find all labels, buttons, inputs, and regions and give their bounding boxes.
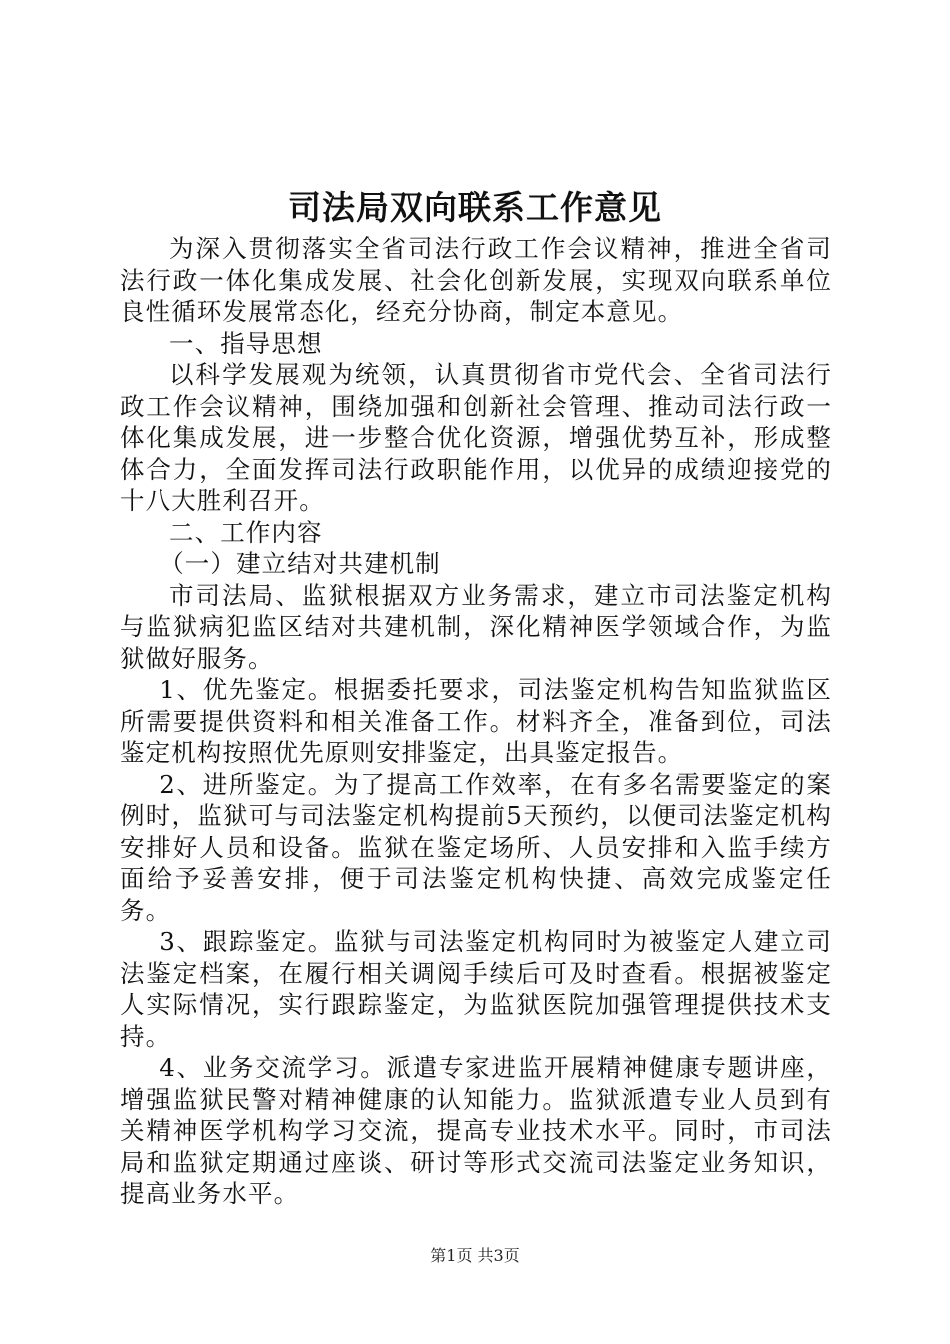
list-item-tracking-appraisal: 3、跟踪鉴定。监狱与司法鉴定机构同时为被鉴定人建立司法鉴定档案，在履行相关调阅手续后可及时查看。根据被鉴定人实际情况，实行跟踪鉴定，为监狱医院加强管理提供技术支持。 (120, 927, 832, 1051)
list-item-priority-appraisal: 1、优先鉴定。根据委托要求，司法鉴定机构告知监狱监区所需要提供资料和相关准备工作。材料齐全，准备到位，司法鉴定机构按照优先原则安排鉴定，出具鉴定报告。 (120, 675, 832, 767)
page-footer: 第1页 共3页 (430, 1246, 520, 1265)
paragraph-guiding-thought: 以科学发展观为统领，认真贯彻省市党代会、全省司法行政工作会议精神，围绕加强和创新社会管理、推动司法行政一体化集成发展，进一步整合优化资源，增强优势互补，形成整体合力，全面发挥司法行政职能作用，以优异的成绩迎接党的十八大胜利召开。 (120, 360, 832, 515)
subheading-pairing-mechanism: （一）建立结对共建机制 (159, 549, 441, 578)
paragraph-pairing-mechanism: 市司法局、监狱根据双方业务需求，建立市司法鉴定机构与监狱病犯监区结对共建机制，深化精神医学领域合作，为监狱做好服务。 (120, 580, 832, 673)
document-title: 司法局双向联系工作意见 (288, 188, 662, 227)
paragraph-intro: 为深入贯彻落实全省司法行政工作会议精神，推进全省司法行政一体化集成发展、社会化创新发展，实现双向联系单位良性循环发展常态化，经充分协商，制定本意见。 (120, 234, 832, 326)
heading-guiding-thought: 一、指导思想 (169, 328, 323, 358)
heading-work-content: 二、工作内容 (169, 517, 323, 547)
list-item-onsite-appraisal: 2、进所鉴定。为了提高工作效率，在有多名需要鉴定的案例时，监狱可与司法鉴定机构提前5天预约，以便司法鉴定机构安排好人员和设备。监狱在鉴定场所、人员安排和入监手续方面给予妥善安排，便于司法鉴定机构快捷、高效完成鉴定任务。 (120, 769, 832, 925)
document-body (120, 233, 832, 1210)
list-item-exchange-learning: 4、业务交流学习。派遣专家进监开展精神健康专题讲座，增强监狱民警对精神健康的认知能力。监狱派遣专业人员到有关精神医学机构学习交流，提高专业技术水平。同时，市司法局和监狱定期通过座谈、研讨等形式交流司法鉴定业务知识，提高业务水平。 (120, 1053, 832, 1208)
